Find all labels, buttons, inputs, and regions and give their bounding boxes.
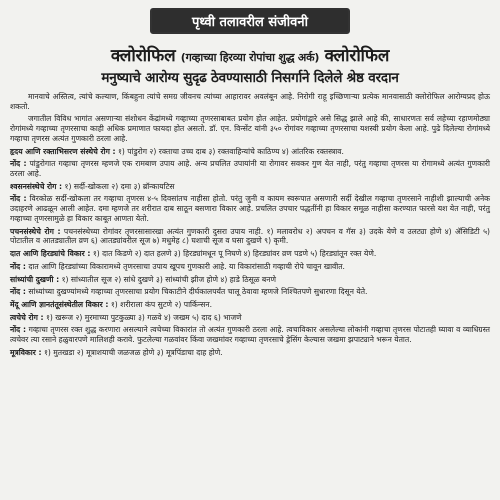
section-text: १) शरीराला कंप सुटणे २) पार्किन्सन. bbox=[110, 299, 213, 309]
section-urinary bbox=[10, 348, 490, 358]
section-label: त्वचेचे रोग : bbox=[10, 312, 44, 322]
note-joints bbox=[10, 287, 490, 297]
header-banner-text: पृथ्वी तलावरील संजीवनी bbox=[192, 15, 308, 30]
section-text: १) पांडुरोग २) रक्ताचा उच्च दाब ३) रक्तवाहिन्यांचे काठिण्य ४) आंतरिक रक्तस्त्राव. bbox=[117, 146, 344, 156]
note-text: पांडुरोगात गव्हाचा तृणरस म्हणजे एक रामबाण उपाय आहे. अन्य प्रचलित उपायांनी या रोगावर सवकर गुण येत नाही, परंतु गव्हाचा तृणरस या रोगामध्ये अत्यंत गुणकारी ठरला आहे. bbox=[10, 159, 490, 179]
note-label: नोंद : bbox=[10, 325, 27, 335]
note-label: नोंद : bbox=[10, 261, 26, 271]
header-banner bbox=[150, 8, 350, 34]
note-label: नोंद : bbox=[10, 287, 26, 297]
section-label: श्वसनसंस्थेचे रोग : bbox=[10, 181, 63, 191]
document-subtitle: मनुष्याचे आरोग्य सुदृढ ठेवण्यासाठी निसर्गाने दिलेले श्रेष्ठ वरदान bbox=[101, 70, 399, 86]
section-text: १) सांध्यातील सूज २) सांधे दुखणे ३) सांध्यांची झीज होणे ४) हाडे ठिसूळ बनणे bbox=[61, 274, 276, 284]
note-label: नोंद : bbox=[10, 194, 27, 204]
note-text: दात आणि हिरड्यांच्या विकारामध्ये तृणरसाचा उपाय खूपच गुणकारी आहे. या विकारांसाठी गव्हाची रोपे चावून खावीत. bbox=[28, 261, 345, 271]
title-word-right: क्लोरोफिल bbox=[324, 46, 390, 66]
note-label: नोंद : bbox=[10, 159, 27, 169]
section-joints bbox=[10, 275, 490, 285]
note-skin bbox=[10, 325, 490, 344]
section-nervous bbox=[10, 300, 490, 310]
document-title bbox=[10, 43, 490, 66]
section-label: सांध्यांची दुखणी : bbox=[10, 274, 60, 284]
section-label: मूत्रविकार : bbox=[10, 347, 42, 357]
note-text: गव्हाचा तृणरस रक्त शुद्ध करणारा असल्याने त्वचेच्या विकारांत तो अत्यंत गुणकारी ठरला आहे. त्वचाविकार असलेल्या लोकांनी गव्हाचा तृणरस पोटातही घ्यावा व व्याधिग्रस्त त्वचेवर त्या रसाने हळुवारपणे मालिशही करावे. फुटलेल्या गळवांवर किंवा जखमांवर गव्हाच्या तृणरसाचे ड्रेसिंग केल्यास जखमा झपाट्याने भरून येतात. bbox=[10, 325, 490, 345]
research-paragraph: जगातील विविध भागांत असणाऱ्या संशोधन केंद्रांमध्ये गव्हाच्या तृणरसाबाबत प्रयोग होत आहेत. प्रयोगांद्वारे असे सिद्ध झाले आहे की, साधारणतः सर्व लहेच्या रहाणमोठ्या रोगांमध्ये गव्हाच्या तृणरसाचा काही अधिक प्रमाणात फायदा होत असतो. डॉ. एन. विन्सेंट यांनी ३५० रोगांवर गव्हाच्या तृणरसाचा यशस्वी प्रयोग केला आहे. पुढे दिलेल्या रोगांमध्ये गव्हाचा तृणरस अत्यंत गुणकारी ठरला आहे. bbox=[10, 114, 490, 143]
document-body bbox=[10, 92, 490, 358]
section-heart bbox=[10, 147, 490, 157]
note-text: विरकोळ सर्दी-खोकला तर गव्हाचा तृणरस ४-५ दिवसांतच नाहीसा होतो. परंतु जुनी व कायम स्वरूपात असणारी सर्दी देखील गव्हाचा तृणरसाने नाहीशी झाल्याची अनेक उदाहरणे आढळून आली आहेत. दमा म्हणजे तर शरीरात दाब साठून बसणारा विकार आहे. प्रचलित उपचार पद्धतींनी हा विकार समूळ नाहीसा करण्यात फारसे यश येत नाही, परंतु गव्हाच्या तृणरसामुळे हा विकार काबूत आणता येतो. bbox=[10, 194, 490, 223]
section-text: १) दात किडणे २) दात हलणे ३) हिरड्यांमधून पू निघणे ४) हिरड्यांवर व्रण पडणे ५) हिरड्यांतून रक्त येणे. bbox=[92, 249, 377, 259]
section-respiratory bbox=[10, 182, 490, 192]
intro-paragraph: मानवाचे अस्तित्व, त्यांचे कल्याण, किंबहुना त्यांचे समग्र जीवनच त्यांच्या आहारावर अवलंबून आहे. निरोगी राहू इच्छिणाऱ्या प्रत्येक मानवासाठी क्लोरोफिल आरोग्यप्रद होऊ शकतो. bbox=[10, 92, 490, 111]
note-heart bbox=[10, 159, 490, 178]
note-respiratory bbox=[10, 194, 490, 223]
section-label: पचनसंस्थेचे रोग : bbox=[10, 226, 61, 236]
section-text: पचनसंस्थेच्या रोगांवर तृणरसासारखा अत्यंत गुणकारी दुसरा उपाय नाही. १) मलावरोध २) अपचन व गॅस ३) उदके येणे व उलट्या होणे ४) ॲसिडिटी ५) पोटातील व आतड्यातील व्रण ६) आतड्यांवरील सूज ७) मधुमेह ८) घशाची सूज व घसा दुखणे ९) कृमी. bbox=[10, 226, 490, 246]
section-text: १) खरूज २) मुरमाच्या पुटकुळ्या ३) गळवे ४) जखम ५) दाद ६) भाजणे bbox=[45, 312, 242, 322]
section-text: १) मुतखडा २) मूत्राशयाची जळजळ होणे ३) मूत्रपिंडाचा दाह होणे. bbox=[43, 347, 223, 357]
section-teeth bbox=[10, 249, 490, 259]
section-digestive bbox=[10, 227, 490, 246]
note-text: सांध्यांच्या दुखण्यांमध्ये गव्हाच्या तृणरसाचा प्रयोग चिकाटीने दीर्घकालपर्यंत चालू ठेवावा म्हणजे निश्चितपणे सुधारणा दिसून येते. bbox=[28, 287, 368, 297]
section-text: १) सर्दी-खोकला २) दमा ३) ब्रॉन्कायटिस bbox=[64, 181, 175, 191]
section-label: मेंदू आणि ज्ञानतंतूसंस्थेतील विकार : bbox=[10, 299, 109, 309]
title-word-left: क्लोरोफिल bbox=[110, 46, 176, 66]
section-label: हृदय आणि रक्ताभिसरण संस्थेचे रोग : bbox=[10, 146, 116, 156]
title-middle: (गव्हाच्या हिरव्या रोपांचा शुद्ध अर्क) bbox=[180, 51, 320, 64]
note-teeth bbox=[10, 262, 490, 272]
section-skin bbox=[10, 313, 490, 323]
section-label: दात आणि हिरड्यांचे विकार : bbox=[10, 249, 91, 259]
